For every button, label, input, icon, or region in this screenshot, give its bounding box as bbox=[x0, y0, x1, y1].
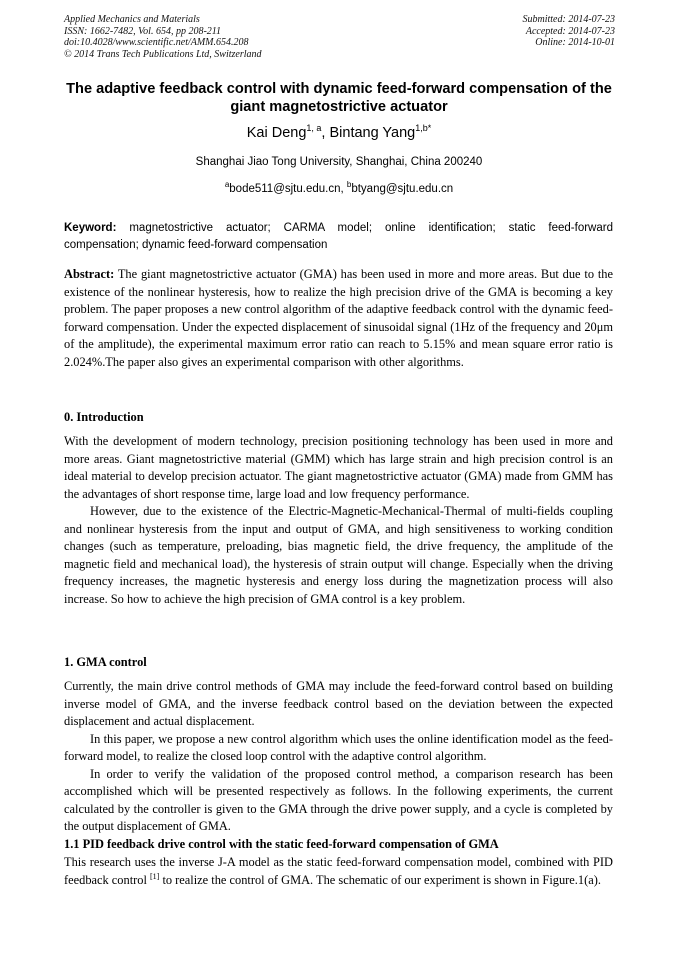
gma-paragraph-2: In this paper, we propose a new control algorithm which uses the online identification model as the feed-forward model, to realize the closed loop control with the adaptive control algorithm. bbox=[64, 731, 613, 763]
author-1-affil: 1, a bbox=[306, 123, 322, 133]
author-1: Kai Deng bbox=[246, 125, 307, 141]
author-line bbox=[0, 124, 678, 142]
keywords-label: Keyword: bbox=[64, 222, 117, 234]
issn: ISSN: 1662-7482, Vol. 654, pp 208-211 bbox=[64, 25, 222, 37]
pid-heading: 1.1 PID feedback drive control with the static feed-forward compensation of GMA bbox=[64, 837, 499, 851]
affiliation: Shanghai Jiao Tong University, Shanghai, China 200240 bbox=[195, 156, 483, 168]
citation-1[interactable]: [1] bbox=[150, 871, 160, 881]
dates-meta bbox=[523, 14, 616, 49]
intro-paragraph-1: With the development of modern technology, precision positioning technology has been used in more and more areas. Giant magnetostrictive material (GMM) which has large strain and high precision control is an ideal material to develop precision actuator. The giant magnetostrictive actuator (GMA) made from GMM has the advantages of short response time, large load and low frequency performance. bbox=[64, 434, 613, 501]
pid-body bbox=[64, 854, 613, 889]
author-separator: , bbox=[321, 125, 330, 141]
submitted-date: Submitted: 2014-07-23 bbox=[522, 14, 615, 25]
email-separator: , bbox=[340, 183, 347, 195]
doi: doi:10.4028/www.scientific.net/AMM.654.208 bbox=[64, 37, 249, 48]
email-line bbox=[0, 182, 678, 196]
gma-paragraph-3: In order to verify the validation of the proposed control method, a comparison research has been accomplished which will be presented respectively as follows. In the following experiments, the current calculated by the controller is given to the GMA through the drive power supply, and a cycle is completed by the output displacement of GMA. bbox=[64, 766, 613, 833]
online-date: Online: 2014-10-01 bbox=[535, 37, 615, 48]
keywords-text: magnetostrictive actuator; CARMA model; online identification; static feed-forward compensation; dynamic feed-forward compensation bbox=[64, 222, 613, 251]
pid-paragraph-1 bbox=[64, 854, 613, 889]
email-b-marker: b bbox=[346, 180, 352, 189]
gma-heading: 1. GMA control bbox=[64, 655, 147, 669]
accepted-date: Accepted: 2014-07-23 bbox=[525, 25, 615, 37]
author-2: Bintang Yang bbox=[329, 125, 416, 141]
intro-heading: 0. Introduction bbox=[64, 410, 144, 424]
paper-title: The adaptive feedback control with dynamic feed-forward compensation of the giant magnetostrictive actuator bbox=[66, 81, 612, 115]
gma-body bbox=[64, 678, 613, 836]
email-a[interactable]: bode511@sjtu.edu.cn bbox=[229, 183, 341, 195]
gma-paragraph-1: Currently, the main drive control methods of GMA may include the feed-forward control based on building inverse model of GMA, and the inverse feedback control based on the deviation between the expected displacement and actual displacement. bbox=[64, 679, 613, 728]
email-b[interactable]: btyang@sjtu.edu.cn bbox=[351, 183, 454, 195]
intro-body bbox=[64, 433, 613, 608]
abstract-text: The giant magnetostrictive actuator (GMA) has been used in more and more areas. But due to the existence of the nonlinear hysteresis, how to realize the high precision drive of the GMA is becoming a key problem. The paper proposes a new control algorithm of the adaptive feedback control with the dynamic feed-forward compensation. Under the expected displacement of sinusoidal signal (1Hz of the frequency and 20μm of the amplitude), the experimental maximum error ratio can reach to 5.15% and mean square error ratio is 2.024%.The paper also gives an experimental comparison with other algorithms. bbox=[64, 267, 613, 369]
journal-meta bbox=[64, 14, 262, 60]
pid-text-1: This research uses the inverse J-A model as the static feed-forward compensation model, combined with PID feedback control bbox=[64, 855, 613, 887]
intro-paragraph-2: However, due to the existence of the Electric-Magnetic-Mechanical-Thermal of multi-fields coupling and nonlinear hysteresis from the input and output of GMA, and high sensitiveness to working condition changes (such as temperature, preloading, bias magnetic field, the drive frequency, the amplitude of the magnetic field and mechanical load), the hysteresis of strain output will change. Especially when the driving frequency increases, the magnetic hysteresis and energy loss during the magnetization process will also increase. So how to achieve the high precision of GMA control is a key problem. bbox=[64, 504, 613, 606]
author-2-affil: 1,b* bbox=[415, 123, 432, 133]
abstract bbox=[64, 266, 613, 371]
journal-name: Applied Mechanics and Materials bbox=[64, 14, 200, 25]
pid-text-2: to realize the control of GMA. The schematic of our experiment is shown in Figure.1(a). bbox=[159, 872, 601, 887]
copyright: © 2014 Trans Tech Publications Ltd, Switzerland bbox=[64, 48, 262, 60]
abstract-label: Abstract: bbox=[64, 267, 115, 281]
email-a-marker: a bbox=[224, 180, 230, 189]
keywords bbox=[64, 220, 613, 254]
